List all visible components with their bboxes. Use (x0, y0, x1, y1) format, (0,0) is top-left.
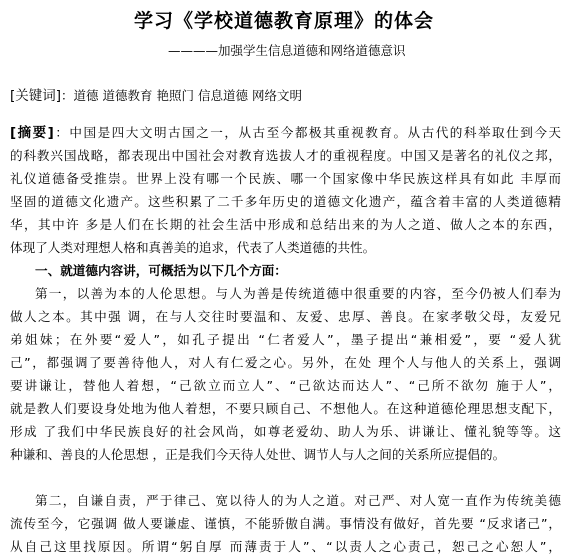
abstract-line: 体现了人类对理想人格和真善美的追求，代表了人类道德的共性。 (10, 240, 376, 255)
abstract-line: 的科教兴国战略，都表现出中国社会对教育选拔人才的重视程度。中国又是著名的礼仪之邦， (10, 148, 561, 163)
paragraph-line: 做人之本。其中强 调，在与人交往时要温和、友爱、忠厚、善良。在家孝敬父母，友爱兄 (10, 309, 561, 324)
abstract-first-line (10, 121, 561, 144)
abstract-text: ：中国是四大文明古国之一，从古至今都极其重视教育。从古代的科举取仕到今天 (53, 125, 562, 140)
paragraph-line: 己”，都强调了要善待他人，对人有仁爱之心。另外，在处 理个人与他人的关系上，强调 (10, 355, 561, 370)
paragraph-line: 从自己这里找原因。所谓“躬自厚 而薄责于人”、“以责人之心责己，恕己之心恕人”， (10, 539, 561, 554)
keywords-line (10, 84, 302, 104)
section-heading (10, 259, 561, 282)
abstract-line: 华，其中许 多是人们在长期的社会生活中形成和总结出来的为人之道、做人之本的东西， (10, 217, 561, 232)
paragraph-line: 弟姐妹；在外要“爱人”，如孔子提出 “仁者爱人”，墨子提出“兼相爱”，要 “爱人犹 (10, 332, 561, 347)
paragraph-line: 第一，以善为本的人伦思想。与人为善是传统道德中很重要的内容，至今仍被人们奉为 (35, 286, 561, 301)
keywords-text: ：道德 道德教育 艳照门 信息道德 网络文明 (61, 88, 302, 103)
paragraph-line: 流传至今，它强调 做人要谦虚、谨慎，不能骄傲自满。事情没有做好，首先要 “反求诸己”， (10, 516, 561, 531)
paragraph-line: 第二，自谦自责，严于律己、宽以待人的为人之道。对己严、对人宽一直作为传统美德 (35, 493, 561, 508)
abstract-line: 坚固的道德文化遗产。这些积累了二千多年历史的道德文化遗产，蕴含着丰富的人类道德精 (10, 194, 561, 209)
paragraph-line: 形成 了我们中华民族良好的社会风尚，如尊老爱幼、助人为乐、讲谦让、懂礼貌等等。这 (10, 424, 561, 439)
abstract-line: 礼仪道德备受推崇。世界上没有哪一个民族、哪一个国家像中华民族这样具有如此 丰厚而 (10, 171, 561, 186)
blank-line (10, 466, 561, 489)
document-subtitle: ————加强学生信息道德和网络道德意识 (168, 43, 406, 58)
document-title: 学习《学校道德教育原理》的体会 (133, 10, 434, 32)
paragraph-line: 要讲谦让，替他人着想，“己欲立而立人”、“己欲达而达人”、“己所不欲勿 施于人”， (10, 378, 561, 393)
section-heading-text: 一、就道德内容讲，可概括为以下几个方面： (35, 263, 287, 278)
document-body (10, 121, 561, 558)
paragraph-line: 种谦和、善良的人伦思想 ，正是我们今天待人处世、调节人与人之间的关系所应提倡的。 (10, 447, 506, 462)
paragraph-line: 就是教人们要设身处地为他人着想，不要只顾自己、不想他人。在这种道德伦理思想支配下， (10, 401, 561, 416)
keywords-label: [关键词] (10, 88, 62, 104)
abstract-label: [摘要] (10, 125, 54, 141)
